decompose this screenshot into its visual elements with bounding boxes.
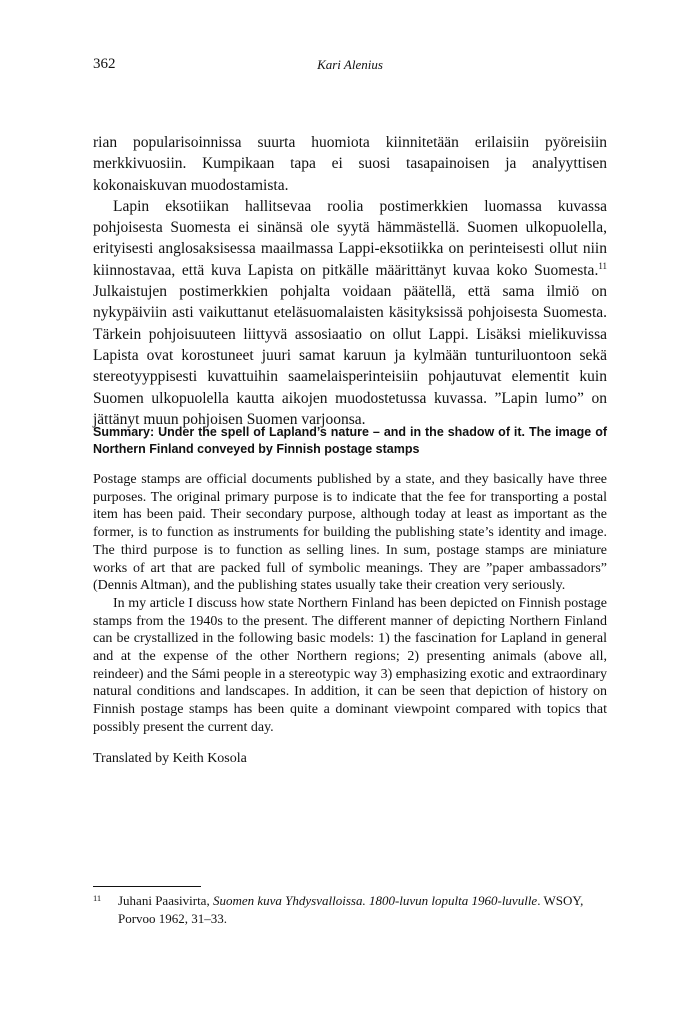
footnote-divider [93,886,201,887]
footnote-11 [93,892,607,928]
running-head [93,56,607,74]
finnish-paragraph-2-text-b: Julkaistujen postimerkkien pohjalta voidaan päätellä, että sama ilmiö on nykypäiviin asti vaikuttanut eteläsuomalaisten käsityksissä pohjoisesta Suomesta. Tärkein pohjoisuuteen liittyvä assosiaatio on ollut Lappi. Lisäksi mielikuvissa Lapista ovat korostuneet juuri samat karuun ja kylmään tunturiluontoon sekä stereotyyppisesti kuvattuihin saamelaisperinteisiin pohjautuvat elementit kuin Suomen ulkopuolella kautta aikojen muodostetussa kuvassa. ”Lapin lumo” on jättänyt muun pohjoisen Suomen varjoonsa. [93,283,607,428]
summary-paragraph-1: Postage stamps are official documents published by a state, and they basically have three purposes. The original primary purpose is to indicate that the fee for transporting a postal item has been paid. Their secondary purpose, although today at least as important as the former, is to function as instruments for building the publishing state’s identity and image. The third purpose is to function as selling lines. In sum, postage stamps are miniature works of art that are packed full of symbolic meanings. They are ”paper ambassadors” (Dennis Altman), and the publishing states usually take their creation very seriously. [93,472,607,594]
summary-heading: Summary: Under the spell of Lapland’s nature – and in the shadow of it. The image of Northern Finland conveyed by Finnish postage stamps [93,425,607,456]
page-number: 362 [93,56,116,72]
footnote-author: Juhani Paasivirta, [118,893,213,908]
footnote-title: Suomen kuva Yhdysvalloissa. 1800-luvun lopulta 1960-luvulle [212,893,538,908]
footnote-number: 11 [93,893,102,903]
summary-paragraph-2: In my article I discuss how state Northern Finland has been depicted on Finnish postage stamps from the 1940s to the present. The different manner of depicting Northern Finland can be crystallized in the following basic models: 1) the fascination for Lapland in general and at the expense of the other Northern regions; 2) presenting animals (above all, reindeer) and the Sámi people in a stereotypic way 3) emphasizing exotic and extraordinary natural conditions and landscapes. In addition, it can be seen that depiction of history on Finnish postage stamps has been quite a dominant viewpoint compared with topics that possibly present the current day. [93,595,607,735]
translator-credit: Translated by Keith Kosola [93,751,247,766]
finnish-body [93,132,607,430]
finnish-paragraph-2 [93,196,607,430]
finnish-paragraph-1: rian popularisoinnissa suurta huomiota kiinnitetään erilaisiin pyöreisiin merkkivuosiin. Kumpikaan tapa ei suosi tasapainoisen ja analyyttisen kokonaiskuvan muodostamista. [93,134,607,194]
running-title: Kari Alenius [317,57,383,72]
footnote-text [118,892,607,928]
summary-body [93,471,607,737]
footnote-publication: . WSOY, Porvoo 1962, 31–33. [118,893,584,926]
finnish-paragraph-2-text-a: Lapin eksotiikan hallitsevaa roolia postimerkkien luomassa kuvassa pohjoisesta Suomesta ei sinänsä ole syytä hämmästellä. Suomen ulkopuolella, erityisesti anglosaksisessa maailmassa Lappi-eksotiikka on perinteisesti ollut niin kiinnostavaa, että kuva Lapista on pitkälle määrittänyt kuvaa koko Suomesta. [93,197,607,279]
footnote-reference: 11 [598,260,607,271]
